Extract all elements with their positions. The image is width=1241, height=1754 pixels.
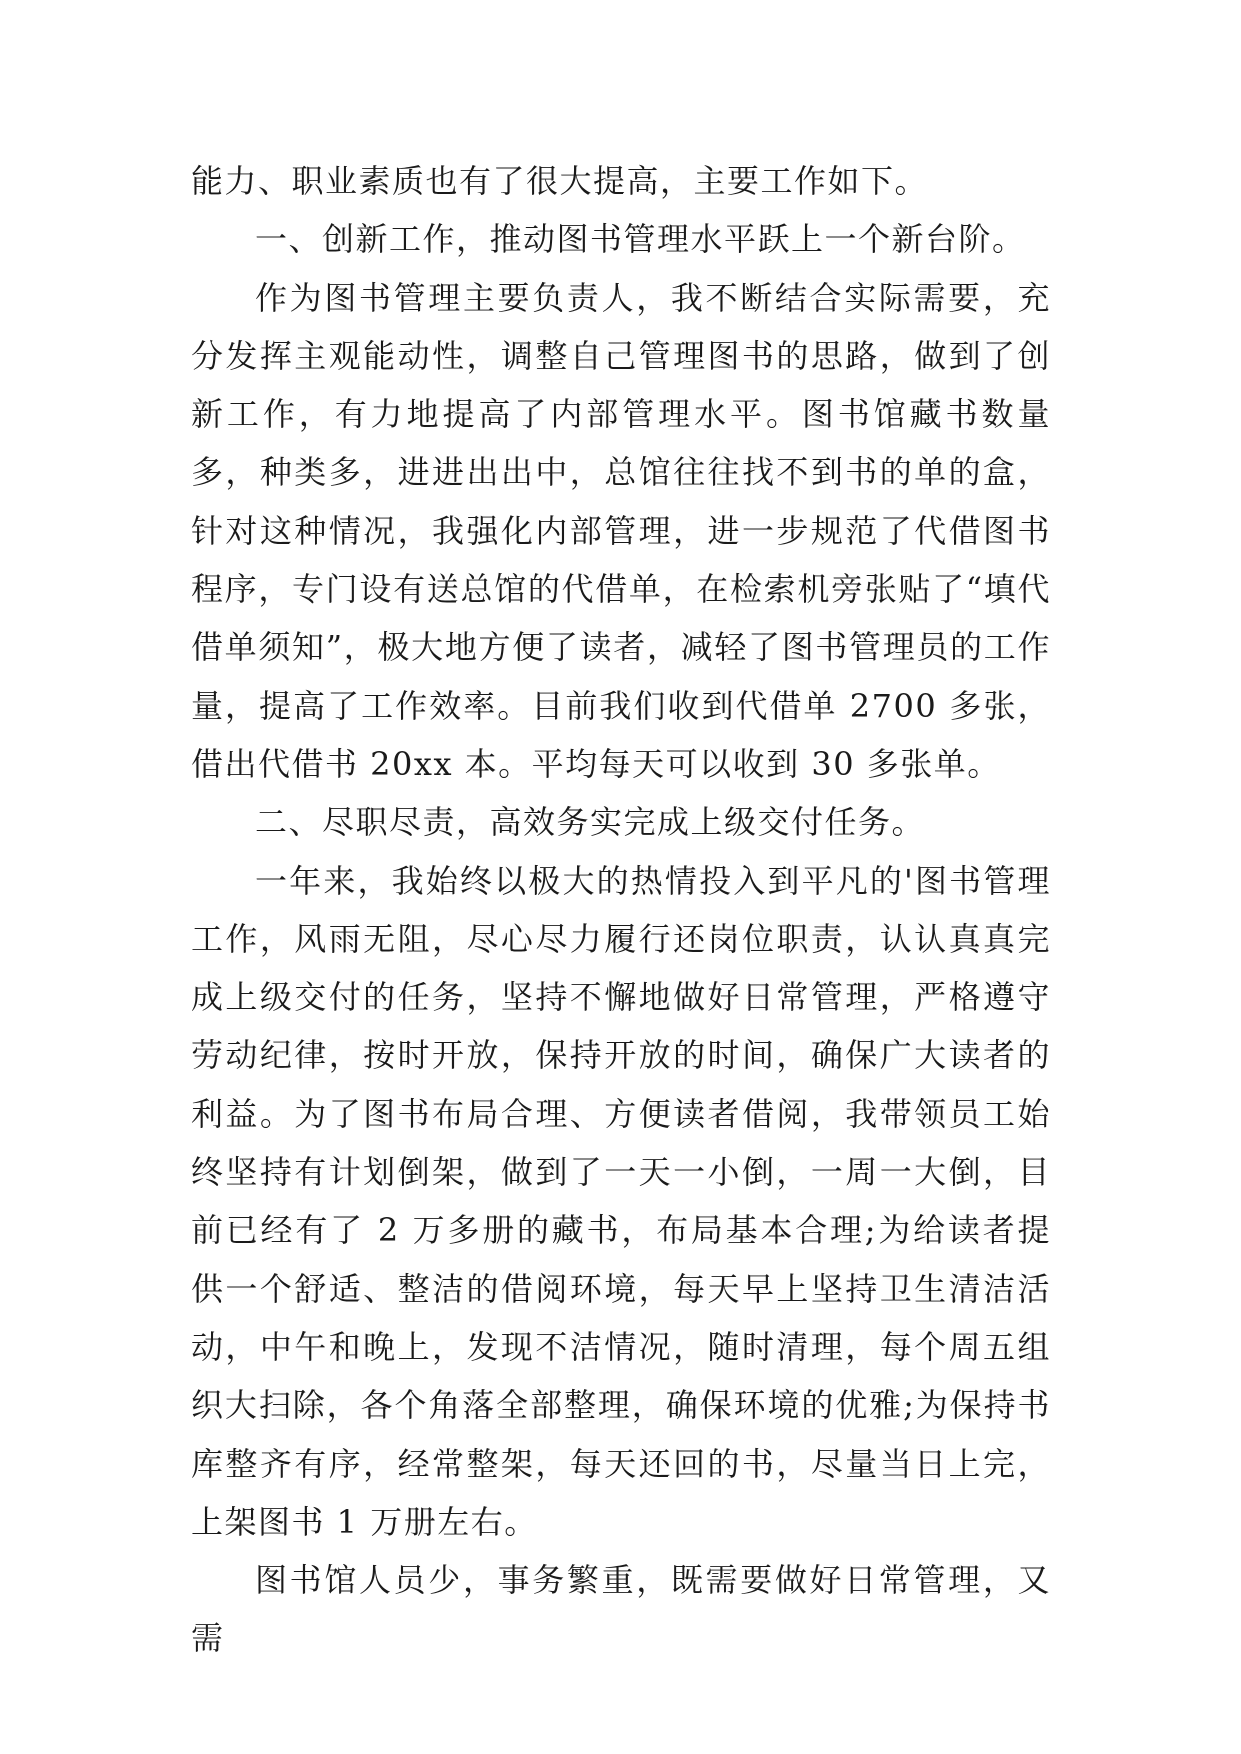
paragraph-intro-continued: 能力、职业素质也有了很大提高，主要工作如下。 [191,162,929,200]
section-heading-duties: 二、尽职尽责，高效务实完成上级交付任务。 [255,803,926,842]
section-heading-innovation: 一、创新工作，推动图书管理水平跃上一个新台阶。 [255,220,1026,259]
paragraph-innovation-details: 作为图书管理主要负责人，我不断结合实际需要，充分发挥主观能动性，调整自己管理图书的思路，做到了创新工作，有力地提高了内部管理水平。图书馆藏书数量多，种类多，进进出出中，总馆往往找不到书的单的盒，针对这种情况，我强化内部管理，进一步规范了代借图书程序，专门设有送总馆的代借单，在检索机旁张贴了“填代借单须知”，极大地方便了读者，减轻了图书管理员的工作量，提高了工作效率。目前我们收到代借单 2700 多张，借出代借书 20xx 本。平均每天可以收到 30 多张单。 [191,278,1051,783]
paragraph-duties-details: 一年来，我始终以极大的热情投入到平凡的'图书管理工作，风雨无阻，尽心尽力履行还岗位职责，认认真真完成上级交付的任务，坚持不懈地做好日常管理，严格遵守劳动纪律，按时开放，保持开放的时间，确保广大读者的利益。为了图书布局合理、方便读者借阅，我带领员工始终坚持有计划倒架，做到了一天一小倒，一周一大倒，目前已经有了 2 万多册的藏书，布局基本合理;为给读者提供一个舒适、整洁的借阅环境，每天早上坚持卫生清洁活动，中午和晚上，发现不洁情况，随时清理，每个周五组织大扫除，各个角落全部整理，确保环境的优雅;为保持书库整齐有序，经常整架，每天还回的书，尽量当日上完，上架图书 1 万册左右。 [191,861,1051,1541]
document-body [191,152,1051,1668]
paragraph-staffing: 图书馆人员少，事务繁重，既需要做好日常管理，又需 [191,1561,1051,1658]
